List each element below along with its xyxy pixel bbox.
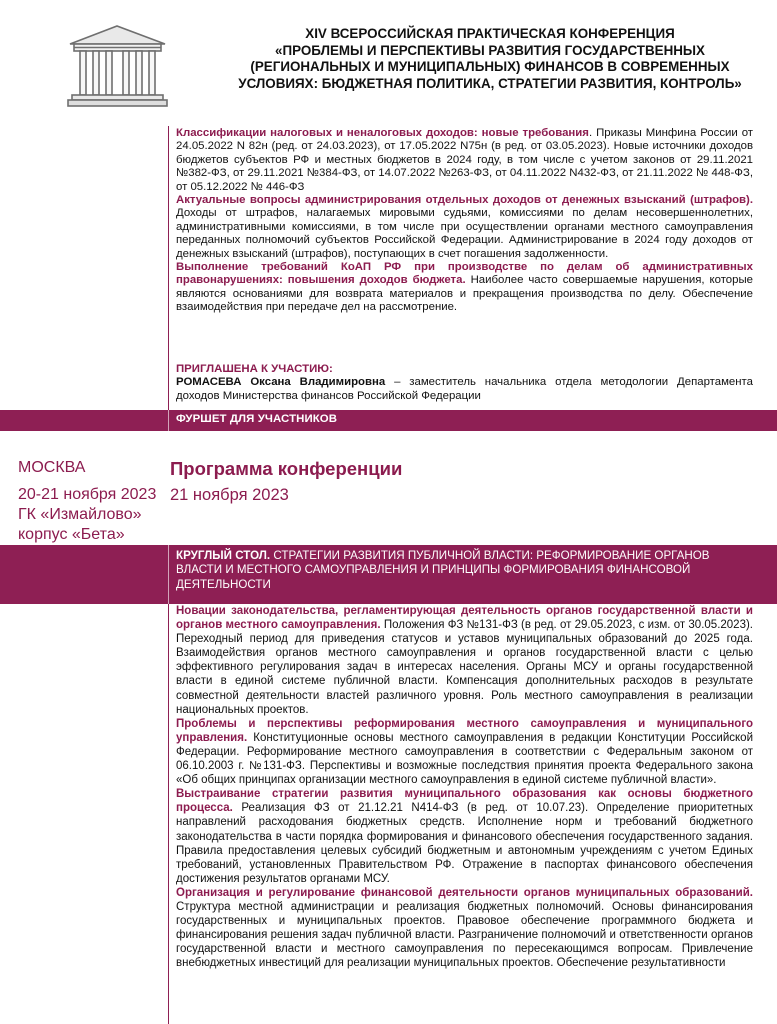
round-table-bar: [0, 545, 777, 604]
invited-person: [176, 376, 753, 403]
topics-top: [176, 127, 753, 315]
topic-item: [176, 717, 753, 787]
venue: ГК «Измайлово»: [18, 506, 142, 523]
topic-item: [176, 194, 753, 261]
topic-text: Конституционные основы местного самоуправления в редакции Конституции Российской Федерации. Реформирование местного самоуправления в соответствии с Федеральным законом от 06.10.2003 г. №131-ФЗ. Перспективы и возможные последствия принятия проекта Федерального закона «Об общих принципах организации местного самоуправления в единой системе публичной власти».: [176, 731, 753, 787]
building-columns-icon: [66, 24, 169, 108]
topic-heading: Классификации налоговых и неналоговых доходов: новые требования: [176, 127, 589, 139]
city: МОСКВА: [18, 459, 86, 476]
buffet-bar: [0, 410, 777, 431]
topic-item: [176, 127, 753, 194]
section-divider-line: [168, 604, 169, 1024]
topic-text: Реализация ФЗ от 21.12.21 N414-ФЗ (в ред. от 10.07.23). Определение приоритетных направлений расходования бюджетных средств. Исполнение норм и требований бюджетного законодательства в части порядка формирования и финансового обеспечения государственного задания. Правила предоставления целевых субсидий бюджетным и автономным учреждениям с учетом Единых требований, установленных Правительством РФ. Отражение в паспортах финансового обеспечения достижения результатов органами МСУ.: [176, 802, 753, 885]
event-dates: 20-21 ноября 2023: [18, 486, 157, 503]
invited-speaker: [176, 363, 753, 403]
topic-text: Наиболее часто совершаемые нарушения, которые являются основаниями для возврата материалов и прекращения производства по делу. Обеспечение взаимодействия при передаче дел на рассмотрение.: [176, 274, 754, 314]
conference-title-line: «ПРОБЛЕМЫ И ПЕРСПЕКТИВЫ РАЗВИТИЯ ГОСУДАРСТВЕННЫХ: [275, 42, 705, 58]
topic-heading: Проблемы и перспективы реформирования местного самоуправления и муниципального управления.: [176, 717, 753, 744]
topic-text: Доходы от штрафов, налагаемых мировыми судьями, комиссиями по делам несовершеннолетних, административными комиссиями, в том числе при осуществлении органами местного самоуправления переданных полномочий субъектов Российской Федерации. Администрирование в 2024 году доходов от денежных взысканий (штрафов), поступающих в счет погашения задолженности.: [176, 207, 753, 260]
topic-text: Положения ФЗ №131-ФЗ (в ред. от 29.05.2023, с изм. от 30.05.2023). Переходный период для приведения статусов и уставов муниципальных образований до 2025 года. Взаимодействия органов местного самоуправления и органов государственной власти с целью эффективного регулирования задач в интересах населения. Органы МСУ и органы государственной власти в единой системе публичной власти. Компенсация дополнительных расходов в результате совместной деятельности властей различного уровня. Роль местного самоуправления в реализации национальных проектов.: [176, 619, 753, 716]
topic-item: [176, 604, 753, 717]
conference-title-line: УСЛОВИЯХ: БЮДЖЕТНАЯ ПОЛИТИКА, СТРАТЕГИИ РАЗВИТИЯ, КОНТРОЛЬ»: [238, 75, 742, 91]
conference-title: [230, 26, 750, 92]
topic-heading: Организация и регулирование финансовой деятельности органов муниципальных образований.: [176, 886, 753, 899]
building: корпус «Бета»: [18, 526, 125, 543]
topic-heading: Выстраивание стратегии развития муниципального образования как основы бюджетного процесса.: [176, 788, 753, 815]
invited-role: – заместитель начальника отдела методологии Департамента доходов Министерства финансов Российской Федерации: [176, 376, 753, 402]
program-title: Программа конференции: [170, 458, 403, 479]
buffet-label: ФУРШЕТ ДЛЯ УЧАСТНИКОВ: [176, 413, 338, 425]
topic-item: [176, 886, 753, 971]
conference-title-line: (РЕГИОНАЛЬНЫХ И МУНИЦИПАЛЬНЫХ) ФИНАНСОВ В СОВРЕМЕННЫХ: [250, 59, 730, 75]
topic-item: [176, 787, 753, 886]
invited-name: РОМАСЕВА Оксана Владимировна: [176, 376, 386, 389]
section-divider-line: [168, 126, 169, 410]
round-table-lead: КРУГЛЫЙ СТОЛ.: [176, 549, 271, 562]
topic-text: . Приказы Минфина России от 24.05.2022 N 82н (ред. от 24.03.2023), от 17.05.2022 N75н (в ред. от 03.05.2023). Новые источники доходов бюджетов субъектов РФ и местных бюджетов в 2024 году, в том числе с учетом законов от 29.11.2021 №382-ФЗ, от 29.11.2021 №384-ФЗ, от 14.07.2022 №263-ФЗ, от 04.11.2022 N432-ФЗ, от 21.11.2022 № 448-ФЗ, от 05.12.2022 № 446-ФЗ: [176, 127, 753, 193]
bar-divider: [168, 410, 169, 431]
topic-text: Структура местной администрации и реализация бюджетных полномочий. Основы финансирования государственных и муниципальных проектов. Правовое обеспечение программного бюджета и финансирования решения задач публичной власти. Разграничение полномочий и ответственности органов государственной власти и местного самоуправления по пересекающимся вопросам. Привлечение внебюджетных инвестиций для реализации муниципальных проектов. Обеспечение результативности: [176, 900, 753, 970]
bar-divider: [168, 545, 169, 604]
invited-label: ПРИГЛАШЕНА К УЧАСТИЮ:: [176, 363, 333, 375]
conference-title-line: XIV ВСЕРОССИЙСКАЯ ПРАКТИЧЕСКАЯ КОНФЕРЕНЦИЯ: [305, 26, 675, 41]
program-date: 21 ноября 2023: [170, 486, 289, 504]
topic-heading: Новации законодательства, регламентирующая деятельность органов государственной власти и органов местного самоуправления.: [176, 605, 753, 632]
topics-bottom: [176, 604, 753, 970]
topic-heading: Актуальные вопросы администрирования отдельных доходов от денежных взысканий (штрафов).: [176, 194, 753, 207]
round-table-text: СТРАТЕГИИ РАЗВИТИЯ ПУБЛИЧНОЙ ВЛАСТИ: РЕФОРМИРОВАНИЕ ОРГАНОВ ВЛАСТИ И МЕСТНОГО САМОУПРАВЛЕНИЯ И ПРИНЦИПЫ ФОРМИРОВАНИЯ ФИНАНСОВОЙ ДЕЯТЕЛЬНОСТИ: [176, 549, 710, 591]
location-block: [18, 458, 168, 545]
round-table-title: [176, 549, 756, 592]
topic-item: [176, 261, 753, 315]
topic-heading: Выполнение требований КоАП РФ при производстве по делам об административных правонарушениях: повышения доходов бюджета.: [176, 261, 753, 287]
